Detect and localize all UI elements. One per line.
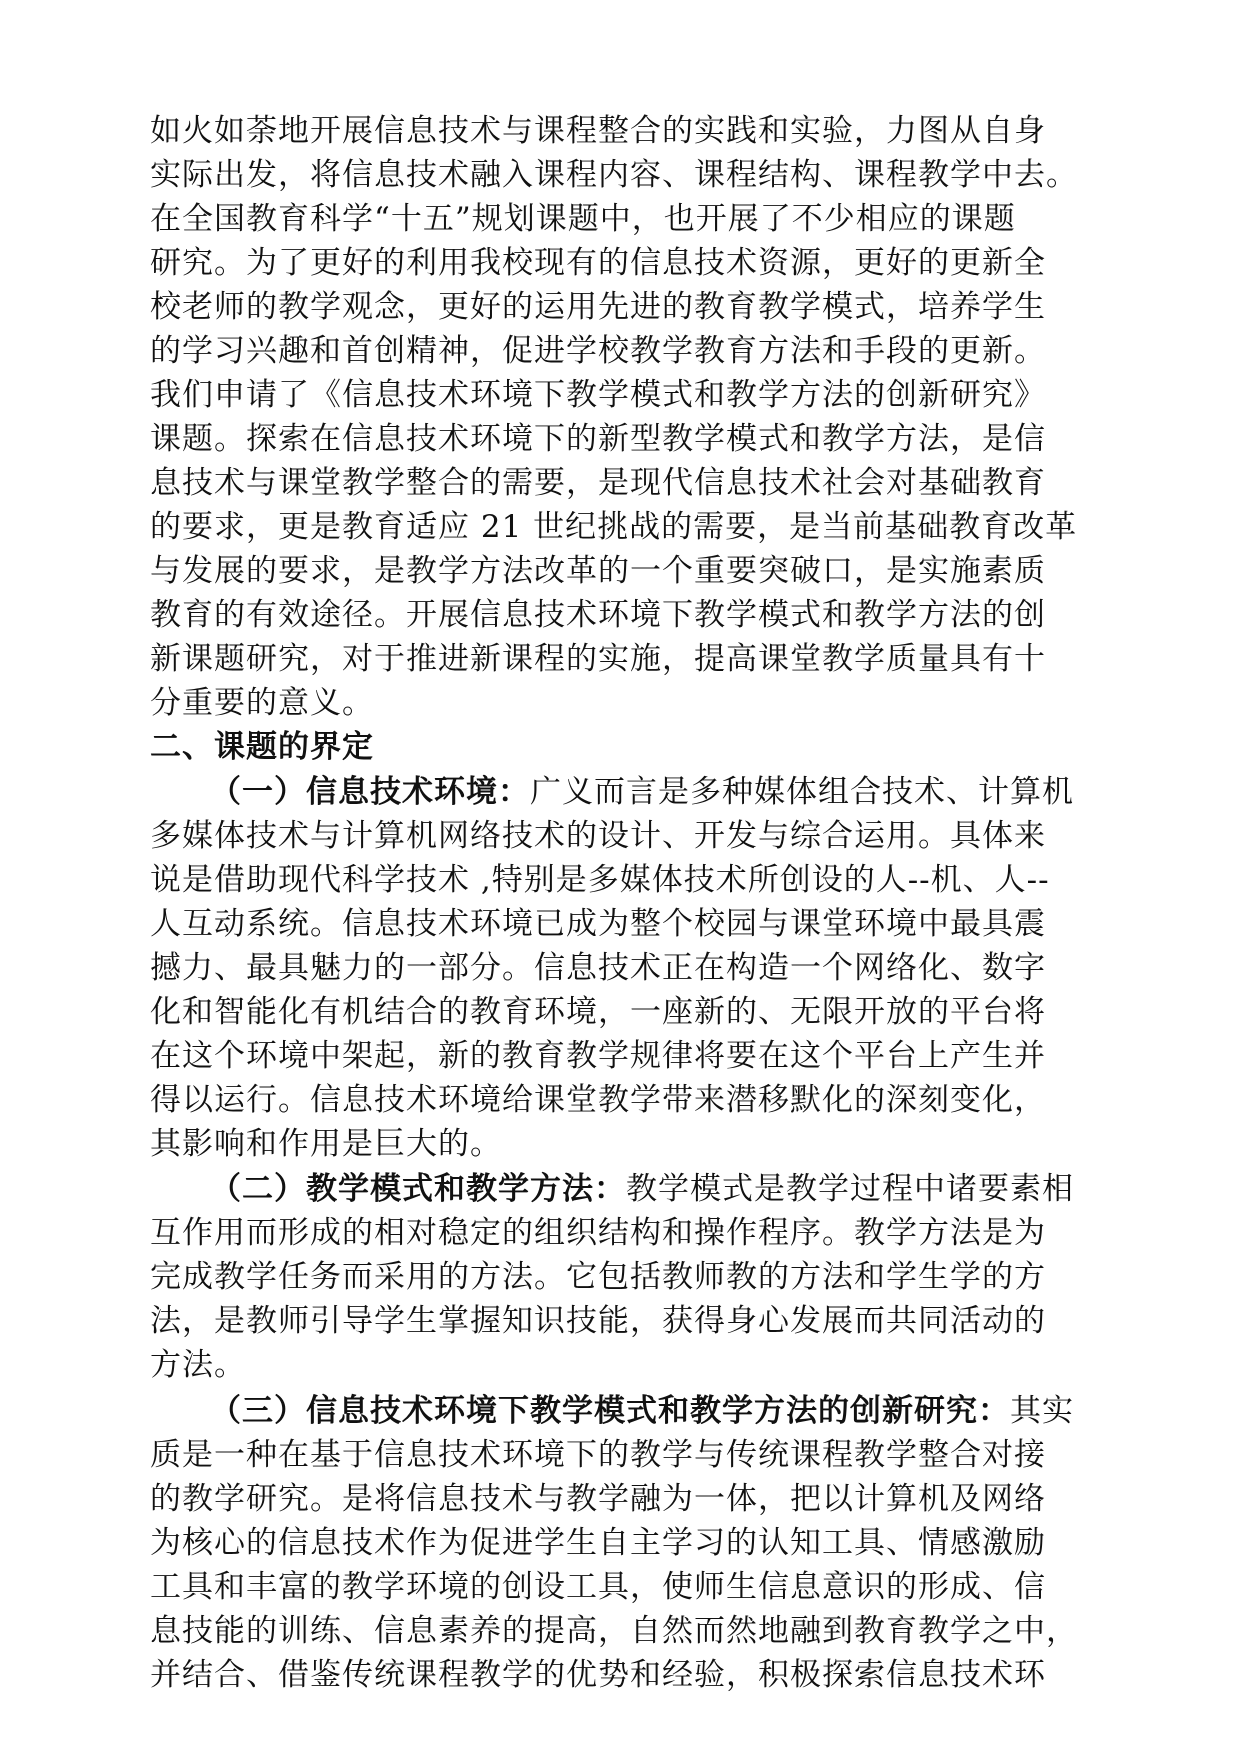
text-line: 如火如荼地开展信息技术与课程整合的实践和实验，力图从自身 xyxy=(150,113,1046,149)
definition-first-line xyxy=(210,1389,1074,1433)
text-line: 实际出发，将信息技术融入课程内容、课程结构、课程教学中去。 xyxy=(150,157,1078,193)
text-line: 互作用而形成的相对稳定的组织结构和操作程序。教学方法是为 xyxy=(150,1215,1046,1251)
text-line: 多媒体技术与计算机网络技术的设计、开发与综合运用。具体来 xyxy=(150,818,1046,854)
text-line: 教育的有效途径。开展信息技术环境下教学模式和教学方法的创 xyxy=(150,597,1046,633)
text-line: 并结合、借鉴传统课程教学的优势和经验，积极探索信息技术环 xyxy=(150,1657,1046,1693)
definition-text: 其实 xyxy=(1010,1393,1074,1429)
definition-label: （二）教学模式和教学方法： xyxy=(210,1171,626,1207)
text-line: 工具和丰富的教学环境的创设工具，使师生信息意识的形成、信 xyxy=(150,1569,1046,1605)
text-line: 息技术与课堂教学整合的需要，是现代信息技术社会对基础教育 xyxy=(150,465,1046,501)
text-line: 分重要的意义。 xyxy=(150,685,374,721)
text-line: 的要求，更是教育适应 21 世纪挑战的需要，是当前基础教育改革 xyxy=(150,509,1078,545)
text-line: 人互动系统。信息技术环境已成为整个校园与课堂环境中最具震 xyxy=(150,906,1046,942)
text-line: 方法。 xyxy=(150,1347,246,1383)
text-line: 研究。为了更好的利用我校现有的信息技术资源，更好的更新全 xyxy=(150,245,1046,281)
text-line: 在这个环境中架起，新的教育教学规律将要在这个平台上产生并 xyxy=(150,1038,1046,1074)
text-line: 在全国教育科学“十五”规划课题中，也开展了不少相应的课题 xyxy=(150,201,1016,237)
text-line: 说是借助现代科学技术 ,特别是多媒体技术所创设的人--机、人-- xyxy=(150,862,1050,898)
text-line: 我们申请了《信息技术环境下教学模式和教学方法的创新研究》 xyxy=(150,377,1046,413)
text-line: 校老师的教学观念，更好的运用先进的教育教学模式，培养学生 xyxy=(150,289,1046,325)
text-line: 法，是教师引导学生掌握知识技能，获得身心发展而共同活动的 xyxy=(150,1303,1046,1339)
text-line: 为核心的信息技术作为促进学生自主学习的认知工具、情感激励 xyxy=(150,1525,1046,1561)
text-line: 化和智能化有机结合的教育环境，一座新的、无限开放的平台将 xyxy=(150,994,1046,1030)
text-line: 的学习兴趣和首创精神，促进学校教学教育方法和手段的更新。 xyxy=(150,333,1046,369)
definition-text: 教学模式是教学过程中诸要素相 xyxy=(626,1171,1074,1207)
text-line: 与发展的要求，是教学方法改革的一个重要突破口，是实施素质 xyxy=(150,553,1046,589)
text-line: 的教学研究。是将信息技术与教学融为一体，把以计算机及网络 xyxy=(150,1481,1046,1517)
text-line: 完成教学任务而采用的方法。它包括教师教的方法和学生学的方 xyxy=(150,1259,1046,1295)
text-line: 得以运行。信息技术环境给课堂教学带来潜移默化的深刻变化， xyxy=(150,1082,1046,1118)
definition-text: 广义而言是多种媒体组合技术、计算机 xyxy=(530,774,1074,810)
section-heading: 二、课题的界定 xyxy=(150,729,374,765)
text-line: 撼力、最具魅力的一部分。信息技术正在构造一个网络化、数字 xyxy=(150,950,1046,986)
text-line: 质是一种在基于信息技术环境下的教学与传统课程教学整合对接 xyxy=(150,1437,1046,1473)
definition-first-line xyxy=(210,1167,1074,1211)
text-line: 其影响和作用是巨大的。 xyxy=(150,1126,502,1162)
definition-label: （一）信息技术环境： xyxy=(210,774,530,810)
definition-label: （三）信息技术环境下教学模式和教学方法的创新研究： xyxy=(210,1393,1010,1429)
text-line: 新课题研究，对于推进新课程的实施，提高课堂教学质量具有十 xyxy=(150,641,1046,677)
text-line: 课题。探索在信息技术环境下的新型教学模式和教学方法，是信 xyxy=(150,421,1046,457)
text-line: 息技能的训练、信息素养的提高，自然而然地融到教育教学之中， xyxy=(150,1613,1078,1649)
definition-first-line xyxy=(210,770,1074,814)
